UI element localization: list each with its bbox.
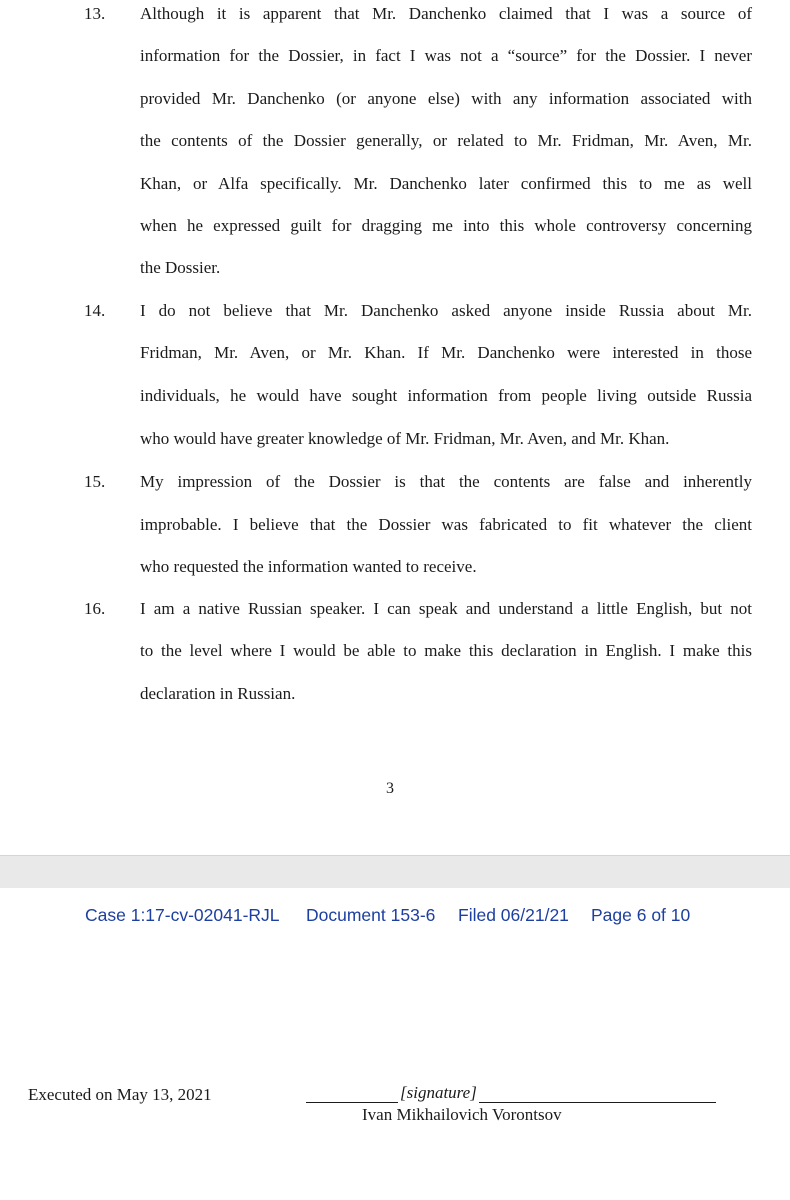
text-line: to the level where I would be able to make this declaration in English. I make this [140, 641, 752, 660]
text-line: who would have greater knowledge of Mr. Fridman, Mr. Aven, and Mr. Khan. [140, 429, 670, 448]
executed-date: Executed on May 13, 2021 [28, 1085, 212, 1104]
case-number: Case 1:17-cv-02041-RJL [85, 905, 280, 925]
text-line: provided Mr. Danchenko (or anyone else) with any information associated with [140, 89, 752, 108]
document-number: Document 153-6 [306, 905, 436, 925]
text-line: individuals, he would have sought information from people living outside Russia [140, 386, 752, 405]
text-line: Khan, or Alfa specifically. Mr. Danchenko later confirmed this to me as well [140, 174, 752, 193]
page-break-divider [0, 855, 790, 888]
text-line: information for the Dossier, in fact I was not a “source” for the Dossier. I never [140, 46, 752, 65]
page-count: Page 6 of 10 [591, 905, 691, 925]
filed-date: Filed 06/21/21 [458, 905, 569, 925]
paragraph-number: 15. [84, 472, 106, 491]
case-header [0, 905, 790, 929]
paragraph-number: 14. [84, 301, 106, 320]
text-line: Fridman, Mr. Aven, or Mr. Khan. If Mr. Danchenko were interested in those [140, 343, 752, 362]
text-line: who requested the information wanted to receive. [140, 557, 477, 576]
text-line: My impression of the Dossier is that the contents are false and inherently [140, 472, 752, 491]
text-line: the contents of the Dossier generally, or related to Mr. Fridman, Mr. Aven, Mr. [140, 131, 752, 150]
text-line: improbable. I believe that the Dossier was fabricated to fit whatever the client [140, 515, 752, 534]
signature-mark: [signature] [400, 1083, 477, 1102]
signature-block [306, 1083, 716, 1129]
paragraph-number: 16. [84, 599, 106, 618]
text-line: I do not believe that Mr. Danchenko asked anyone inside Russia about Mr. [140, 301, 752, 320]
page-number: 3 [386, 780, 394, 797]
text-line: I am a native Russian speaker. I can speak and understand a little English, but not [140, 599, 752, 618]
text-line: declaration in Russian. [140, 684, 296, 703]
paragraph-number: 13. [84, 4, 106, 23]
signature-line [306, 1102, 716, 1103]
text-line: the Dossier. [140, 258, 221, 277]
signer-name: Ivan Mikhailovich Vorontsov [362, 1105, 562, 1124]
text-line: Although it is apparent that Mr. Danchenko claimed that I was a source of [140, 4, 752, 23]
text-line: when he expressed guilt for dragging me into this whole controversy concerning [140, 216, 752, 235]
